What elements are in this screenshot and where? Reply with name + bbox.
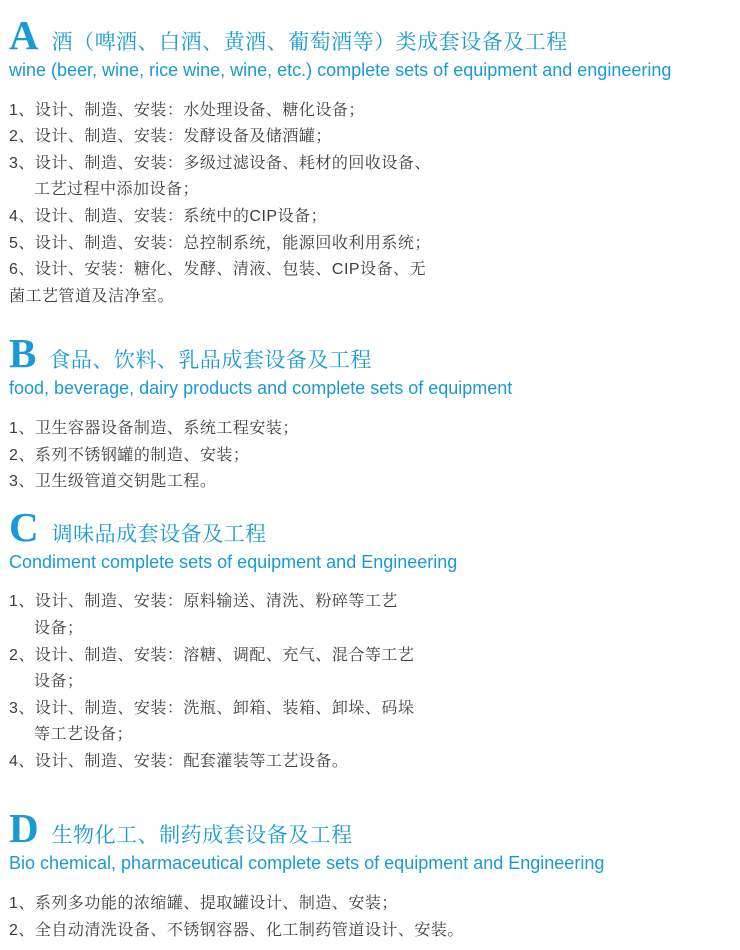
- list-line: 3、卫生级管道交钥匙工程。: [9, 473, 217, 491]
- list-line-continuation: 等工艺设备；: [34, 726, 134, 744]
- list-line: 4、设计、制造、安装：系统中的CIP设备；: [9, 207, 328, 225]
- section-d-header: [9, 805, 730, 852]
- section-b: [9, 330, 730, 495]
- section-a-letter: A: [9, 12, 39, 58]
- list-line-continuation: 工艺过程中添加设备；: [34, 181, 200, 199]
- list-line: 5、设计、制造、安装：总控制系统，能源回收利用系统；: [9, 234, 431, 252]
- section-c: [9, 503, 730, 776]
- list-line-continuation: 设备；: [34, 673, 84, 691]
- list-line: 1、卫生容器设备制造、系统工程安装；: [9, 419, 299, 437]
- section-c-header: [9, 503, 730, 550]
- section-d-title-zh: 生物化工、制药成套设备及工程: [51, 824, 353, 848]
- list-line: 6、设计、安装：糖化、发酵、清液、包装、CIP设备、无: [9, 261, 427, 279]
- list-line: 2、系列不锈钢罐的制造、安装；: [9, 446, 250, 464]
- section-c-letter: C: [9, 503, 39, 550]
- section-c-title-zh: 调味品成套设备及工程: [51, 522, 267, 546]
- list-line: 2、设计、制造、安装：发酵设备及储酒罐；: [9, 128, 332, 146]
- list-line: 3、设计、制造、安装：洗瓶、卸箱、装箱、卸垛、码垛: [9, 699, 415, 717]
- section-d-letter: D: [9, 805, 39, 852]
- section-b-header: [9, 330, 730, 377]
- list-line: 1、设计、制造、安装：水处理设备、糖化设备；: [9, 101, 365, 119]
- section-b-items: [9, 416, 730, 496]
- section-a: [9, 12, 730, 310]
- section-d-items: [9, 891, 730, 944]
- list-line: 3、设计、制造、安装：多级过滤设备、耗材的回收设备、: [9, 154, 431, 172]
- section-b-letter: B: [9, 330, 37, 377]
- list-line-continuation: 菌工艺管道及洁净室。: [9, 287, 175, 305]
- list-line: 4、设计、制造、安装：配套灌装等工艺设备。: [9, 752, 349, 770]
- section-b-title-en: food, beverage, dairy products and complete sets of equipment: [9, 378, 513, 399]
- section-c-items: [9, 589, 730, 775]
- list-line: 1、设计、制造、安装：原料输送、清洗、粉碎等工艺: [9, 593, 398, 611]
- section-c-title-en: Condiment complete sets of equipment and Engineering: [9, 551, 458, 572]
- list-line-continuation: 设备；: [34, 619, 84, 637]
- section-d: [9, 805, 730, 944]
- section-a-title-en: wine (beer, wine, rice wine, wine, etc.) complete sets of equipment and engineering: [9, 60, 672, 80]
- section-a-items: [9, 98, 730, 311]
- section-d-title-en: Bio chemical, pharmaceutical complete sets of equipment and Engineering: [9, 853, 605, 874]
- section-a-header: [9, 12, 730, 58]
- section-a-title-zh: 酒（啤酒、白酒、黄酒、葡萄酒等）类成套设备及工程: [51, 31, 568, 54]
- list-line: 2、全自动清洗设备、不锈钢容器、化工制药管道设计、安装。: [9, 921, 464, 939]
- section-b-title-zh: 食品、饮料、乳品成套设备及工程: [49, 349, 372, 373]
- list-line: 2、设计、制造、安装：溶糖、调配、充气、混合等工艺: [9, 646, 415, 664]
- list-line: 1、系列多功能的浓缩罐、提取罐设计、制造、安装；: [9, 895, 398, 913]
